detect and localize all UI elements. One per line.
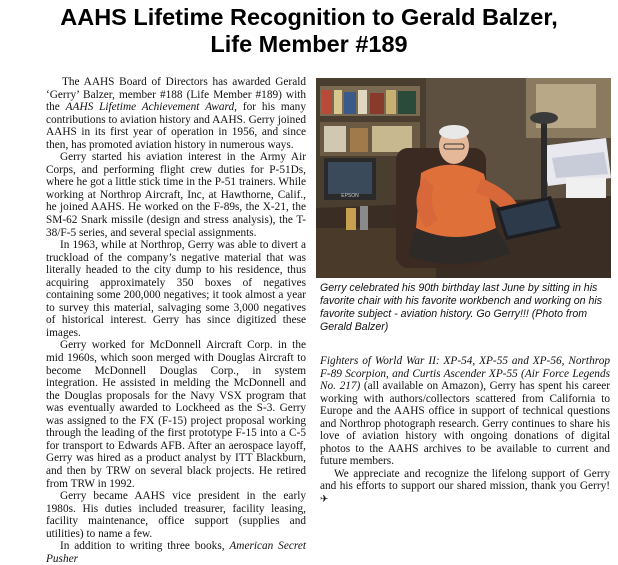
photo-caption: Gerry celebrated his 90th birthday last June by sitting in his favorite chair with his favorite workbench and working on his favorite subject - aviation history. Go Gerry!!! (Photo from Gerald Balzer) bbox=[320, 282, 603, 333]
monitor-brand-text: EPSON bbox=[341, 193, 359, 199]
award-name: AAHS Lifetime Achievement Award bbox=[65, 101, 235, 114]
paragraph-career-start: Gerry started his aviation interest in the Army Air Corps, and performing flight crew duties for P-51Ds, where he got a little stick time in the P-51 trainers. While working at Northrop Aircraft, Inc, at Hawthorne, Calif., he joined AAHS. He worked on the F-89s, the X-21, the SM-62 Snark missile (design and stress analysis), the T-38/F-5 series, and several special assignments. bbox=[46, 151, 306, 239]
paragraph-thanks: We appreciate and recognize the lifelong support of Gerry and his efforts to support our shared mission, thank you Gerry! ✈ bbox=[320, 467, 610, 506]
paragraph-mcdonnell: Gerry worked for McDonnell Aircraft Corp. in the mid 1960s, which soon merged with Douglas Aircraft to become McDonnell Douglas Corp., in system integration. He assisted in melding the McDonnell and the Douglas proposals for the Navy VSX program that was eventually awarded to Lockheed as the S-3. Gerry was assigned to the FX (F-15) project proposal working through the leading of the first prototype F-15 into a C-5 for transport to Edwards AFB. After an aerospace layoff, Gerry was hired as a product analyst by ITT Blackburn, and then by TRW on several black projects. He retired from TRW in 1992. bbox=[46, 339, 306, 490]
book-titles: Fighters of World War II: XP-54, XP-55 and XP-56, Northrop F-89 Scorpion, and Curtis Ascender XP-55 (Air Force Legends No. 217) bbox=[320, 355, 610, 393]
paragraph-award: The AAHS Board of Directors has awarded Gerald ‘Gerry’ Balzer, member #188 (Life Member #189) with the AAHS Lifetime Achievement Award, for his many contributions to aviation history and AAHS. Gerry joined AAHS in its first year of operation in 1956, and since then, has promoted aviation history in numerous ways. bbox=[46, 76, 306, 151]
paragraph-books-start: In addition to writing three books, American Secret Pusher bbox=[46, 540, 306, 565]
right-column bbox=[320, 355, 610, 507]
airplane-icon: ✈ bbox=[320, 494, 329, 506]
photo-gerald-balzer bbox=[316, 78, 611, 278]
left-column bbox=[46, 76, 306, 565]
paragraph-vice-president: Gerry became AAHS vice president in the early 1980s. His duties included treasurer, facility leasing, facility maintenance, office support (supplies and utilities) to name a few. bbox=[46, 490, 306, 540]
article-title bbox=[0, 4, 618, 58]
title-line-1: AAHS Lifetime Recognition to Gerald Balzer, bbox=[60, 4, 558, 30]
paragraph-negatives: In 1963, while at Northrop, Gerry was able to divert a truckload of the company’s negative material that was literally headed to the city dump to his residence, thus acquiring approximately 350 boxes of negatives containing some 200,000 negatives; it took almost a year to survey this material, salvaging some 3,000 negatives of historical interest. Gerry has since digitized these images. bbox=[46, 239, 306, 339]
title-line-2: Life Member #189 bbox=[210, 31, 408, 57]
photo-illustration bbox=[316, 78, 611, 278]
book-title: American Secret Pusher bbox=[46, 540, 306, 565]
paragraph-books-continued: Fighters of World War II: XP-54, XP-55 and XP-56, Northrop F-89 Scorpion, and Curtis Ascender XP-55 (Air Force Legends No. 217) (all available on Amazon), Gerry has spent his career working with authors/collectors scattered from California to Europe and the AAHS office in support of technical questions and Northrop photograph research. Gerry continues to share his love of aviation history with ongoing donations of digital photos to the AAHS archives to be available to current and future members. bbox=[320, 355, 610, 468]
